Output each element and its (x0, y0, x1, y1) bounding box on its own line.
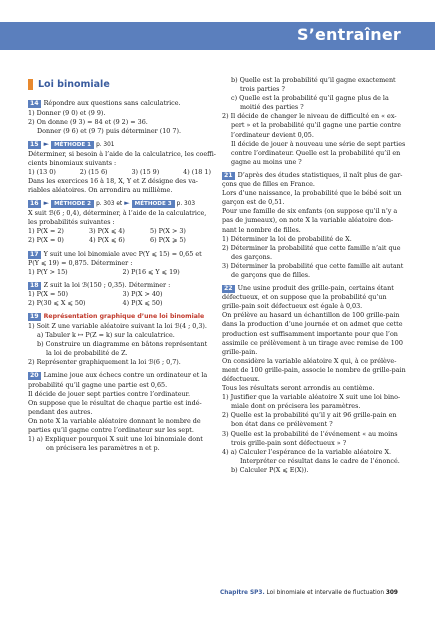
exercise-line: X suit ℬ(6 ; 0,4), déterminer, à l’aide de la calculatrice, (28, 209, 207, 218)
exercise-item: 4) P(X ⩽ 50) (122, 299, 163, 308)
exercise-line: pas de jumeaux), on note X la variable aléatoire don- (222, 216, 394, 225)
exercise-line: ment de 100 grille-pain, associe le nombre de grille-pain (222, 365, 406, 374)
exercise-number: 21 (224, 171, 233, 179)
arrow-icon: ► (43, 199, 50, 208)
exercise-item: 3) P(X > 40) (122, 289, 163, 298)
exercise-line: Tous les résultats seront arrondis au centième. (222, 384, 375, 393)
exercise-20-continued (222, 76, 410, 167)
exercise-line: grille-pain soit défectueux est égale à 0,03. (222, 302, 363, 311)
exercise-line: 4) a) Calculer l’espérance de la variable aléatoire X. (222, 447, 392, 456)
left-column (28, 78, 216, 457)
exercise-line: dans la production d’une journée et on admet que cette (222, 320, 403, 329)
exercise-line: grille-pain. (222, 347, 258, 356)
exercise-line: moitié des parties ? (240, 103, 304, 112)
exercise-number: 14 (30, 100, 39, 108)
exercise-item: 4) (18 1) (183, 167, 211, 176)
exercise-line: 2) Représenter graphiquement la loi ℬ(6 ; 0,7). (28, 358, 181, 367)
page-number: 309 (385, 590, 398, 596)
exercise-line: bon état dans ce prélèvement ? (231, 420, 333, 429)
arrow-icon: ► (43, 139, 50, 148)
exercise-number: 17 (30, 250, 39, 258)
exercise-line: parties qu’il gagne contre l’ordinateur sur les sept. (28, 425, 194, 434)
right-column (222, 76, 410, 479)
exercise-item: 1) P(X = 50) (28, 289, 68, 298)
exercise-15 (28, 139, 216, 195)
exercise-item: 4) P(X ⩽ 6) (89, 236, 125, 245)
exercise-line: On prélève au hasard un échantillon de 100 grille-pain (222, 311, 400, 320)
exercise-18 (28, 281, 211, 308)
exercise-line: nant le nombre de filles. (222, 225, 301, 234)
exercise-text: Répondre aux questions sans calculatrice. (43, 99, 181, 108)
exercise-item: 6) P(X ⩾ 5) (150, 236, 186, 245)
exercise-line: assimile ce prélèvement à un tirage avec remise de 100 (222, 338, 403, 347)
exercise-line: Déterminer, si besoin à l’aide de la calculatrice, les coeffi- (28, 149, 216, 158)
exercise-17 (28, 250, 211, 277)
exercise-line: c) Quelle est la probabilité qu’il gagne plus de la (231, 94, 389, 103)
exercise-item: 2) P(30 ⩽ X ⩽ 50) (28, 299, 86, 308)
exercise-text: Z suit la loi ℬ(150 ; 0,35). Déterminer : (43, 280, 171, 289)
exercise-line: défectueux, et on suppose que la probabilité qu’un (222, 293, 387, 302)
exercise-14 (28, 99, 211, 135)
exercise-item: 1) P(Y > 15) (28, 267, 68, 276)
exercise-line: P(Y ⩽ 19) = 0,875. Déterminer : (28, 258, 133, 267)
exercise-item: 2) (15 6) (79, 167, 108, 176)
section-title: Loi binomiale (38, 79, 110, 90)
exercise-item: 3) (15 9) (131, 167, 160, 176)
exercise-line: 1) Justifier que la variable aléatoire X suit une loi bino- (222, 393, 401, 402)
section-marker (28, 79, 33, 90)
exercise-number: 18 (30, 281, 39, 289)
method-badge[interactable]: MÉTHODE 3 (132, 200, 175, 208)
exercise-line: cients binomiaux suivants : (28, 158, 117, 167)
exercise-line: 1) Soit Z une variable aléatoire suivant la loi ℬ(4 ; 0,3). (28, 321, 207, 330)
exercise-line: Il décide de jouer sept parties contre l’ordinateur. (28, 389, 190, 398)
exercise-line: 1) Donner (9 0) et (9 9). (28, 108, 106, 117)
exercise-line: Donner (9 6) et (9 7) puis déterminer (10 7). (37, 126, 181, 135)
exercise-line: çons que de filles en France. (222, 180, 315, 189)
exercise-number: 15 (30, 140, 39, 148)
exercise-line: probabilité qu’il gagne une partie est 0,65. (28, 380, 168, 389)
exercise-line: défectueux. (222, 375, 260, 383)
exercise-line: 3) Quelle est la probabilité de l’événement « au moins (222, 429, 398, 438)
exercise-number: 22 (224, 285, 233, 293)
page-ref: p. 303 et (96, 201, 123, 208)
exercise-line: contre l’ordinateur. Quelle est la probabilité qu’il en (231, 148, 401, 157)
exercise-line: trois parties ? (240, 85, 285, 94)
exercise-line: pert » et la probabilité qu’il gagne une partie contre (231, 121, 401, 130)
arrow-icon: ► (124, 199, 130, 208)
footer-chapter: Chapitre SP3. (220, 590, 265, 596)
exercise-line: 2) Quelle est la probabilité qu’il y ait 96 grille-pain en (222, 411, 397, 420)
exercise-line: gagne au moins une ? (231, 157, 302, 166)
exercise-text: Lamine joue aux échecs contre un ordinateur et la (43, 371, 208, 380)
header-banner (0, 22, 435, 50)
exercise-line: pendant des autres. (28, 407, 93, 416)
exercise-number: 16 (30, 200, 39, 208)
exercise-16 (28, 199, 211, 245)
exercise-line: riables aléatoires. On arrondira au millième. (28, 186, 173, 195)
exercise-line: des garçons. (231, 252, 272, 261)
exercise-line: miale dont on précisera les paramètres. (231, 402, 361, 411)
exercise-line: b) Quelle est la probabilité qu’il gagne exactement (231, 76, 396, 84)
exercise-item: 5) P(X > 3) (150, 227, 186, 236)
section-heading (28, 78, 211, 91)
exercise-text: Y suit une loi binomiale avec P(Y ⩽ 15) = 0,65 et (43, 249, 202, 258)
exercise-line: de garçons que de filles. (231, 270, 311, 279)
exercise-line: production est suffisamment importante pour que l’on (222, 329, 398, 338)
exercise-19 (28, 312, 211, 367)
exercise-item: 3) P(X ⩽ 4) (89, 227, 125, 236)
exercise-line: 2) On donne (9 3) = 84 et (9 2) = 36. (28, 117, 148, 126)
exercise-line: Interpréter ce résultat dans le cadre de l’énoncé. (240, 456, 400, 465)
exercise-text: Une usine produit des grille-pain, certains étant (237, 284, 394, 293)
exercise-line: On note X la variable aléatoire donnant le nombre de (28, 416, 201, 425)
exercise-item: 2) P(X = 0) (28, 236, 64, 245)
exercise-line: la loi de probabilité de Z. (46, 349, 128, 358)
page-ref: p. 301 (96, 141, 115, 148)
page-ref: p. 303 (176, 201, 196, 208)
method-badge[interactable]: MÉTHODE 1 (51, 141, 94, 149)
exercise-line: l’ordinateur devient 0,05. (231, 130, 314, 139)
exercise-item: 1) (13 0) (28, 167, 56, 176)
exercise-number: 20 (30, 372, 39, 380)
exercise-line: b) Construire un diagramme en bâtons représentant (37, 340, 208, 349)
exercise-item: 1) P(X = 2) (28, 227, 64, 236)
exercise-title: Représentation graphique d’une loi binomiale (43, 313, 205, 321)
page-title: S’entraîner (297, 25, 401, 44)
exercise-22 (222, 284, 410, 475)
exercise-line: on précisera les paramètres n et p. (46, 444, 160, 453)
footer-title: Loi binomiale et intervalle de fluctuation (266, 590, 384, 596)
method-badge[interactable]: MÉTHODE 2 (51, 200, 94, 208)
exercise-line: 3) Déterminer la probabilité que cette famille ait autant (222, 261, 404, 270)
exercise-line: les probabilités suivantes : (28, 218, 115, 227)
exercise-line: 1) Déterminer la loi de probabilité de X. (222, 234, 352, 243)
exercise-20 (28, 371, 211, 453)
exercise-line: Pour une famille de six enfants (on suppose qu’il n’y a (222, 207, 398, 216)
exercise-line: Lors d’une naissance, la probabilité que le bébé soit un (222, 189, 402, 198)
exercise-line: b) Calculer P(X ⩽ E(X)). (231, 465, 309, 474)
exercise-text: D’après des études statistiques, il naît plus de gar- (237, 170, 403, 179)
exercise-line: a) Tabuler k ↦ P(Z = k) sur la calculatrice. (37, 331, 175, 340)
exercise-line: garçon est de 0,51. (222, 198, 285, 207)
exercise-item: 2) P(16 ⩽ Y ⩽ 19) (122, 267, 180, 276)
page-footer (220, 589, 398, 597)
exercise-line: On suppose que le résultat de chaque partie est indé- (28, 398, 202, 407)
exercise-line: Dans les exercices 16 à 18, X, Y et Z désigne des va- (28, 177, 198, 186)
exercise-line: 1) a) Expliquer pourquoi X suit une loi binomiale dont (28, 435, 203, 444)
exercise-line: 2) Il décide de changer le niveau de difficulté en « ex- (222, 112, 397, 121)
exercise-line: On considère la variable aléatoire X qui, à ce prélève- (222, 356, 397, 365)
exercise-number: 19 (30, 313, 39, 321)
exercise-21 (222, 171, 410, 280)
exercise-line: 2) Déterminer la probabilité que cette famille n’ait que (222, 243, 401, 252)
exercise-line: trois grille-pain sont défectueux » ? (231, 438, 347, 447)
exercise-line: Il décide de jouer à nouveau une série de sept parties (231, 139, 406, 148)
